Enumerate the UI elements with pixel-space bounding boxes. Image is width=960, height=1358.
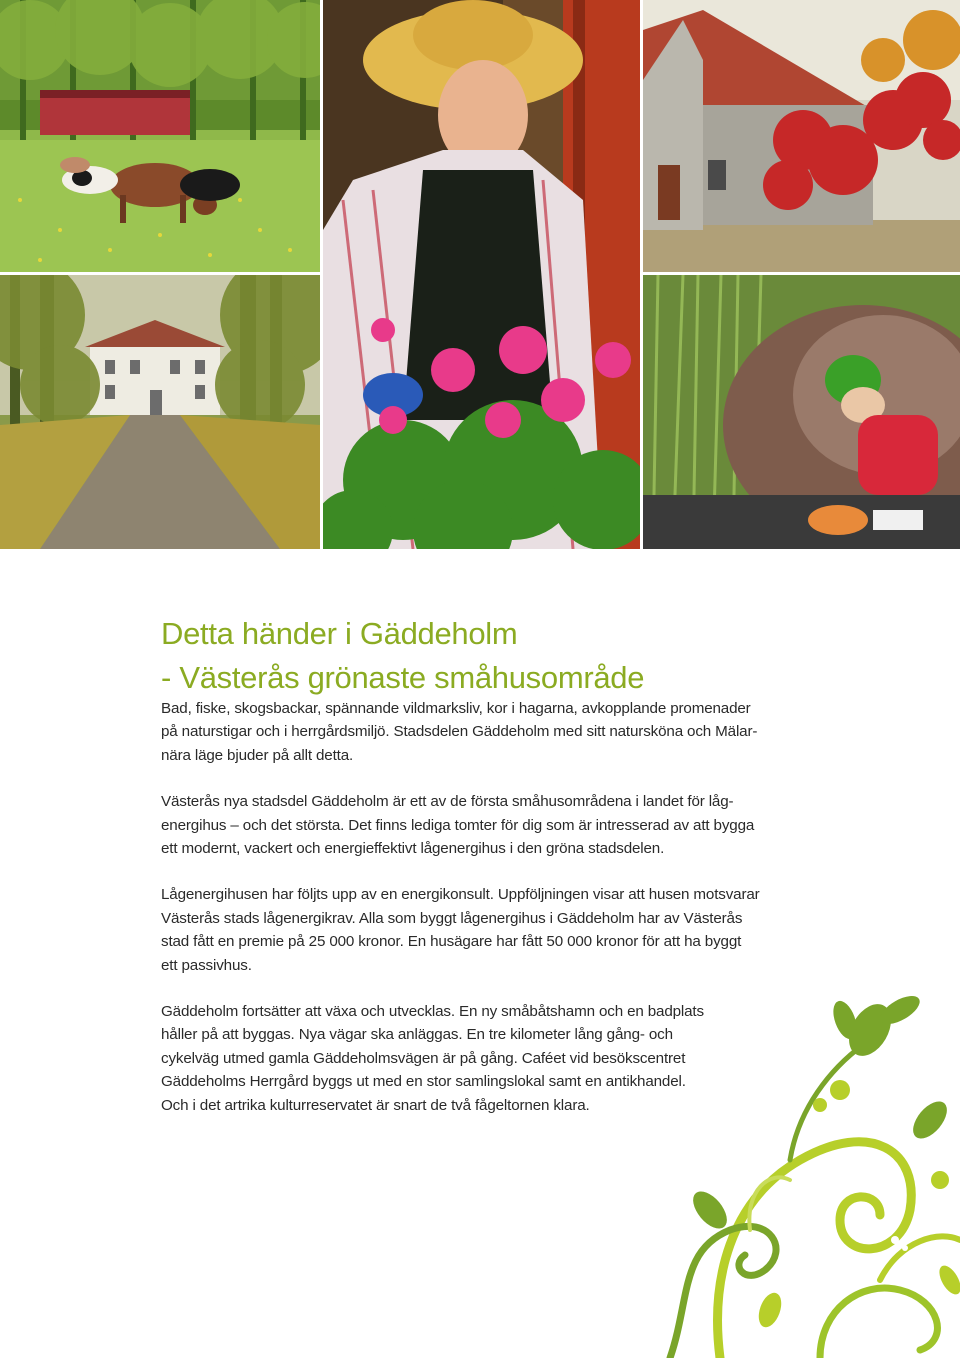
p3-line: ett passivhus. [161, 956, 252, 974]
child-by-rock-photo [643, 275, 960, 549]
p2-line: energihus – och det största. Det finns lediga tomter för dig som är intresserad av att bygga [161, 816, 755, 834]
p3-line: Lågenergihusen har följts upp av en energikonsult. Uppföljningen visar att husen motsvarar [161, 886, 760, 904]
p4-line: håller på att byggas. Nya vägar ska anläggas. En tre kilometer lång gång- och [161, 1026, 673, 1044]
p1-line: Bad, fiske, skogsbackar, spännande vildmarksliv, kor i hagarna, avkopplande promenader [161, 700, 751, 717]
p3-line: stad fått en premie på 25 000 kronor. En husägare har fått 50 000 kronor för att ha byggt [161, 933, 742, 951]
p4-line: Gäddeholms Herrgård byggs ut med en stor samlingslokal samt en antikhandel. [161, 1073, 686, 1091]
p4-line: Gäddeholm fortsätter att växa och utvecklas. En ny småbåtshamn och en badplats [161, 1003, 704, 1021]
floral-ornament-icon [650, 980, 960, 1358]
heading-line-2: - Västerås grönaste småhusområde [161, 660, 645, 695]
paragraph-3 [161, 883, 821, 977]
p2-line: ett modernt, vackert och energieffektivt lågenergihus i den gröna stadsdelen. [161, 840, 665, 858]
heading-line-1: Detta händer i Gäddeholm [161, 616, 518, 651]
page-title [161, 612, 881, 700]
woman-with-geraniums-photo [323, 0, 640, 549]
p4-line: cykelväg utmed gamla Gäddeholmsvägen är på gång. Caféet vid besökscentret [161, 1049, 686, 1067]
p3-line: Västerås stads lågenergikrav. Alla som byggt lågenergihus i Gäddeholm har av Västerås [161, 909, 743, 927]
p2-line: Västerås nya stadsdel Gäddeholm är ett av de första småhusområdena i landet för låg- [161, 793, 734, 811]
paragraph-2 [161, 790, 821, 860]
cows-in-meadow-photo [0, 0, 320, 272]
paragraph-1 [161, 697, 821, 767]
stone-barn-with-ivy-photo [643, 0, 960, 272]
manor-avenue-photo [0, 275, 320, 549]
p1-line: nära läge bjuder på allt detta. [161, 746, 354, 764]
p4-line: Och i det artrika kulturreservatet är snart de två fågeltornen klara. [161, 1096, 590, 1114]
p1-line: på naturstigar och i herrgårdsmiljö. Stadsdelen Gäddeholm med sitt natursköna och Mälar- [161, 723, 758, 741]
